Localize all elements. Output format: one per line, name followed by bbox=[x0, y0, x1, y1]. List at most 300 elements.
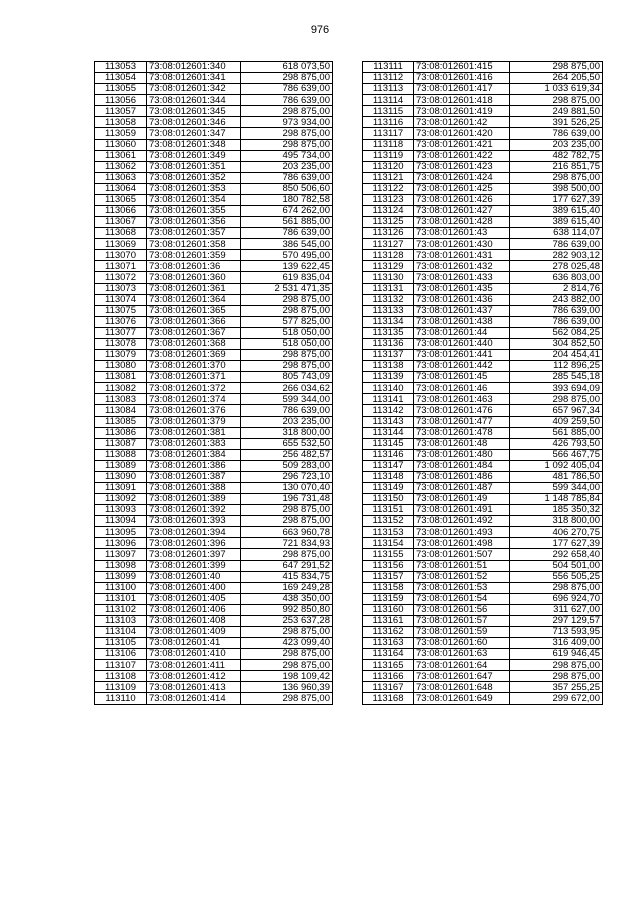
cadastral-number: 73:08:012601:364 bbox=[147, 294, 241, 305]
table-row bbox=[363, 361, 603, 372]
cadastral-value: 316 409,00 bbox=[510, 638, 603, 649]
cadastral-value: 786 639,00 bbox=[510, 316, 603, 327]
cadastral-number: 73:08:012601:421 bbox=[414, 139, 510, 150]
cadastral-value: 249 881,50 bbox=[510, 106, 603, 117]
row-number: 113057 bbox=[95, 106, 147, 117]
row-number: 113165 bbox=[363, 660, 414, 671]
row-number: 113106 bbox=[95, 649, 147, 660]
cadastral-value: 398 500,00 bbox=[510, 183, 603, 194]
table-row bbox=[95, 505, 333, 516]
table-row bbox=[95, 350, 333, 361]
row-number: 113163 bbox=[363, 638, 414, 649]
cadastral-number: 73:08:012601:430 bbox=[414, 239, 510, 250]
table-row bbox=[363, 95, 603, 106]
cadastral-number: 73:08:012601:410 bbox=[147, 649, 241, 660]
cadastral-number: 73:08:012601:357 bbox=[147, 228, 241, 239]
cadastral-value: 786 639,00 bbox=[510, 305, 603, 316]
table-row bbox=[363, 250, 603, 261]
row-number: 113135 bbox=[363, 327, 414, 338]
row-number: 113062 bbox=[95, 161, 147, 172]
row-number: 113079 bbox=[95, 350, 147, 361]
row-number: 113090 bbox=[95, 471, 147, 482]
row-number: 113145 bbox=[363, 438, 414, 449]
row-number: 113096 bbox=[95, 538, 147, 549]
row-number: 113143 bbox=[363, 416, 414, 427]
cadastral-number: 73:08:012601:492 bbox=[414, 516, 510, 527]
table-row bbox=[95, 649, 333, 660]
cadastral-value: 298 875,00 bbox=[510, 172, 603, 183]
table-row bbox=[363, 239, 603, 250]
table-row bbox=[363, 84, 603, 95]
cadastral-value: 786 639,00 bbox=[241, 228, 333, 239]
row-number: 113094 bbox=[95, 516, 147, 527]
row-number: 113136 bbox=[363, 338, 414, 349]
cadastral-number: 73:08:012601:351 bbox=[147, 161, 241, 172]
cadastral-number: 73:08:012601:427 bbox=[414, 206, 510, 217]
cadastral-value: 561 885,00 bbox=[510, 427, 603, 438]
row-number: 113161 bbox=[363, 615, 414, 626]
table-row bbox=[95, 471, 333, 482]
cadastral-number: 73:08:012601:46 bbox=[414, 383, 510, 394]
cadastral-value: 556 505,25 bbox=[510, 571, 603, 582]
table-row bbox=[363, 571, 603, 582]
row-number: 113117 bbox=[363, 128, 414, 139]
row-number: 113134 bbox=[363, 316, 414, 327]
row-number: 113089 bbox=[95, 460, 147, 471]
cadastral-value: 298 875,00 bbox=[241, 128, 333, 139]
table-row bbox=[363, 494, 603, 505]
row-number: 113086 bbox=[95, 427, 147, 438]
table-row bbox=[363, 626, 603, 637]
cadastral-value: 304 852,50 bbox=[510, 338, 603, 349]
cadastral-number: 73:08:012601:431 bbox=[414, 250, 510, 261]
cadastral-value: 203 235,00 bbox=[241, 416, 333, 427]
row-number: 113160 bbox=[363, 604, 414, 615]
row-number: 113073 bbox=[95, 283, 147, 294]
row-number: 113069 bbox=[95, 239, 147, 250]
cadastral-value: 2 814,76 bbox=[510, 283, 603, 294]
row-number: 113097 bbox=[95, 549, 147, 560]
cadastral-number: 73:08:012601:498 bbox=[414, 538, 510, 549]
cadastral-value: 786 639,00 bbox=[241, 172, 333, 183]
cadastral-number: 73:08:012601:441 bbox=[414, 350, 510, 361]
cadastral-value: 786 639,00 bbox=[510, 128, 603, 139]
cadastral-number: 73:08:012601:49 bbox=[414, 494, 510, 505]
cadastral-value: 713 593,95 bbox=[510, 626, 603, 637]
cadastral-number: 73:08:012601:52 bbox=[414, 571, 510, 582]
table-row bbox=[95, 106, 333, 117]
cadastral-number: 73:08:012601:424 bbox=[414, 172, 510, 183]
table-row bbox=[363, 106, 603, 117]
right-register-body bbox=[363, 62, 603, 705]
right-register-table bbox=[362, 61, 603, 705]
cadastral-number: 73:08:012601:438 bbox=[414, 316, 510, 327]
table-row bbox=[95, 604, 333, 615]
cadastral-value: 638 114,07 bbox=[510, 228, 603, 239]
table-row bbox=[363, 383, 603, 394]
cadastral-number: 73:08:012601:354 bbox=[147, 194, 241, 205]
table-row bbox=[363, 283, 603, 294]
row-number: 113054 bbox=[95, 73, 147, 84]
cadastral-number: 73:08:012601:397 bbox=[147, 549, 241, 560]
cadastral-value: 577 825,00 bbox=[241, 316, 333, 327]
row-number: 113152 bbox=[363, 516, 414, 527]
table-row bbox=[95, 693, 333, 704]
table-row bbox=[363, 73, 603, 84]
table-row bbox=[95, 560, 333, 571]
cadastral-number: 73:08:012601:349 bbox=[147, 150, 241, 161]
table-row bbox=[95, 316, 333, 327]
row-number: 113075 bbox=[95, 305, 147, 316]
row-number: 113151 bbox=[363, 505, 414, 516]
cadastral-value: 298 875,00 bbox=[241, 693, 333, 704]
table-row bbox=[95, 416, 333, 427]
table-row bbox=[95, 327, 333, 338]
cadastral-value: 298 875,00 bbox=[241, 73, 333, 84]
cadastral-value: 570 495,00 bbox=[241, 250, 333, 261]
row-number: 113126 bbox=[363, 228, 414, 239]
table-row bbox=[363, 161, 603, 172]
row-number: 113060 bbox=[95, 139, 147, 150]
table-row bbox=[95, 571, 333, 582]
cadastral-value: 805 743,09 bbox=[241, 372, 333, 383]
cadastral-value: 318 800,00 bbox=[510, 516, 603, 527]
table-row bbox=[363, 538, 603, 549]
table-row bbox=[95, 139, 333, 150]
row-number: 113166 bbox=[363, 671, 414, 682]
cadastral-number: 73:08:012601:387 bbox=[147, 471, 241, 482]
cadastral-number: 73:08:012601:56 bbox=[414, 604, 510, 615]
row-number: 113125 bbox=[363, 217, 414, 228]
table-row bbox=[363, 350, 603, 361]
table-row bbox=[363, 682, 603, 693]
table-row bbox=[95, 582, 333, 593]
cadastral-value: 311 627,00 bbox=[510, 604, 603, 615]
cadastral-number: 73:08:012601:356 bbox=[147, 217, 241, 228]
cadastral-number: 73:08:012601:367 bbox=[147, 327, 241, 338]
table-row bbox=[363, 693, 603, 704]
cadastral-number: 73:08:012601:409 bbox=[147, 626, 241, 637]
table-row bbox=[363, 316, 603, 327]
table-row bbox=[363, 128, 603, 139]
row-number: 113063 bbox=[95, 172, 147, 183]
cadastral-value: 509 283,00 bbox=[241, 460, 333, 471]
cadastral-value: 298 875,00 bbox=[241, 505, 333, 516]
cadastral-number: 73:08:012601:371 bbox=[147, 372, 241, 383]
cadastral-value: 438 350,00 bbox=[241, 593, 333, 604]
cadastral-number: 73:08:012601:435 bbox=[414, 283, 510, 294]
table-row bbox=[363, 261, 603, 272]
cadastral-value: 786 639,00 bbox=[241, 405, 333, 416]
cadastral-value: 298 875,00 bbox=[241, 626, 333, 637]
row-number: 113103 bbox=[95, 615, 147, 626]
cadastral-number: 73:08:012601:417 bbox=[414, 84, 510, 95]
row-number: 113100 bbox=[95, 582, 147, 593]
table-row bbox=[95, 394, 333, 405]
table-row bbox=[363, 150, 603, 161]
cadastral-number: 73:08:012601:437 bbox=[414, 305, 510, 316]
table-row bbox=[363, 206, 603, 217]
cadastral-number: 73:08:012601:361 bbox=[147, 283, 241, 294]
row-number: 113164 bbox=[363, 649, 414, 660]
cadastral-value: 655 532,50 bbox=[241, 438, 333, 449]
row-number: 113159 bbox=[363, 593, 414, 604]
cadastral-value: 973 934,00 bbox=[241, 117, 333, 128]
cadastral-number: 73:08:012601:507 bbox=[414, 549, 510, 560]
cadastral-number: 73:08:012601:647 bbox=[414, 671, 510, 682]
row-number: 113144 bbox=[363, 427, 414, 438]
cadastral-value: 203 235,00 bbox=[241, 161, 333, 172]
cadastral-number: 73:08:012601:415 bbox=[414, 62, 510, 73]
cadastral-value: 1 148 785,84 bbox=[510, 494, 603, 505]
row-number: 113077 bbox=[95, 327, 147, 338]
table-row bbox=[363, 394, 603, 405]
row-number: 113113 bbox=[363, 84, 414, 95]
table-row bbox=[95, 272, 333, 283]
cadastral-value: 216 851,75 bbox=[510, 161, 603, 172]
table-row bbox=[95, 516, 333, 527]
cadastral-number: 73:08:012601:353 bbox=[147, 183, 241, 194]
cadastral-value: 169 249,28 bbox=[241, 582, 333, 593]
cadastral-number: 73:08:012601:45 bbox=[414, 372, 510, 383]
cadastral-number: 73:08:012601:419 bbox=[414, 106, 510, 117]
table-row bbox=[363, 671, 603, 682]
cadastral-number: 73:08:012601:374 bbox=[147, 394, 241, 405]
cadastral-value: 481 786,50 bbox=[510, 471, 603, 482]
cadastral-number: 73:08:012601:420 bbox=[414, 128, 510, 139]
cadastral-number: 73:08:012601:60 bbox=[414, 638, 510, 649]
table-row bbox=[363, 327, 603, 338]
cadastral-value: 391 526,25 bbox=[510, 117, 603, 128]
cadastral-number: 73:08:012601:42 bbox=[414, 117, 510, 128]
cadastral-number: 73:08:012601:48 bbox=[414, 438, 510, 449]
cadastral-number: 73:08:012601:340 bbox=[147, 62, 241, 73]
cadastral-value: 786 639,00 bbox=[241, 95, 333, 106]
cadastral-number: 73:08:012601:372 bbox=[147, 383, 241, 394]
row-number: 113061 bbox=[95, 150, 147, 161]
row-number: 113088 bbox=[95, 449, 147, 460]
row-number: 113107 bbox=[95, 660, 147, 671]
table-row bbox=[95, 117, 333, 128]
row-number: 113082 bbox=[95, 383, 147, 394]
cadastral-number: 73:08:012601:414 bbox=[147, 693, 241, 704]
cadastral-number: 73:08:012601:394 bbox=[147, 527, 241, 538]
cadastral-value: 136 960,39 bbox=[241, 682, 333, 693]
row-number: 113158 bbox=[363, 582, 414, 593]
cadastral-value: 297 129,57 bbox=[510, 615, 603, 626]
row-number: 113109 bbox=[95, 682, 147, 693]
cadastral-number: 73:08:012601:59 bbox=[414, 626, 510, 637]
row-number: 113085 bbox=[95, 416, 147, 427]
cadastral-value: 721 834,93 bbox=[241, 538, 333, 549]
cadastral-number: 73:08:012601:43 bbox=[414, 228, 510, 239]
table-row bbox=[95, 593, 333, 604]
cadastral-number: 73:08:012601:406 bbox=[147, 604, 241, 615]
cadastral-number: 73:08:012601:408 bbox=[147, 615, 241, 626]
table-row bbox=[363, 471, 603, 482]
row-number: 113140 bbox=[363, 383, 414, 394]
cadastral-value: 2 531 471,35 bbox=[241, 283, 333, 294]
cadastral-number: 73:08:012601:412 bbox=[147, 671, 241, 682]
row-number: 113066 bbox=[95, 206, 147, 217]
row-number: 113146 bbox=[363, 449, 414, 460]
cadastral-number: 73:08:012601:44 bbox=[414, 327, 510, 338]
cadastral-number: 73:08:012601:648 bbox=[414, 682, 510, 693]
row-number: 113102 bbox=[95, 604, 147, 615]
row-number: 113147 bbox=[363, 460, 414, 471]
row-number: 113104 bbox=[95, 626, 147, 637]
row-number: 113053 bbox=[95, 62, 147, 73]
table-row bbox=[363, 449, 603, 460]
cadastral-number: 73:08:012601:368 bbox=[147, 338, 241, 349]
cadastral-number: 73:08:012601:365 bbox=[147, 305, 241, 316]
row-number: 113168 bbox=[363, 693, 414, 704]
table-row bbox=[95, 372, 333, 383]
cadastral-number: 73:08:012601:478 bbox=[414, 427, 510, 438]
row-number: 113149 bbox=[363, 482, 414, 493]
row-number: 113123 bbox=[363, 194, 414, 205]
cadastral-value: 139 622,45 bbox=[241, 261, 333, 272]
cadastral-value: 177 627,39 bbox=[510, 194, 603, 205]
cadastral-value: 256 482,57 bbox=[241, 449, 333, 460]
cadastral-value: 112 896,25 bbox=[510, 361, 603, 372]
table-row bbox=[363, 638, 603, 649]
cadastral-value: 298 875,00 bbox=[241, 139, 333, 150]
table-row bbox=[363, 582, 603, 593]
row-number: 113116 bbox=[363, 117, 414, 128]
cadastral-value: 599 344,00 bbox=[510, 482, 603, 493]
cadastral-value: 298 875,00 bbox=[510, 660, 603, 671]
table-row bbox=[363, 338, 603, 349]
table-row bbox=[95, 626, 333, 637]
table-row bbox=[363, 427, 603, 438]
table-row bbox=[95, 161, 333, 172]
row-number: 113141 bbox=[363, 394, 414, 405]
cadastral-value: 389 615,40 bbox=[510, 217, 603, 228]
row-number: 113074 bbox=[95, 294, 147, 305]
cadastral-number: 73:08:012601:396 bbox=[147, 538, 241, 549]
cadastral-number: 73:08:012601:348 bbox=[147, 139, 241, 150]
row-number: 113065 bbox=[95, 194, 147, 205]
row-number: 113078 bbox=[95, 338, 147, 349]
cadastral-number: 73:08:012601:369 bbox=[147, 350, 241, 361]
cadastral-number: 73:08:012601:346 bbox=[147, 117, 241, 128]
row-number: 113080 bbox=[95, 361, 147, 372]
row-number: 113091 bbox=[95, 482, 147, 493]
cadastral-number: 73:08:012601:393 bbox=[147, 516, 241, 527]
table-row bbox=[95, 239, 333, 250]
table-row bbox=[363, 660, 603, 671]
table-row bbox=[363, 117, 603, 128]
row-number: 113133 bbox=[363, 305, 414, 316]
cadastral-number: 73:08:012601:422 bbox=[414, 150, 510, 161]
cadastral-number: 73:08:012601:491 bbox=[414, 505, 510, 516]
row-number: 113092 bbox=[95, 494, 147, 505]
cadastral-number: 73:08:012601:480 bbox=[414, 449, 510, 460]
cadastral-number: 73:08:012601:51 bbox=[414, 560, 510, 571]
cadastral-value: 357 255,25 bbox=[510, 682, 603, 693]
cadastral-number: 73:08:012601:484 bbox=[414, 460, 510, 471]
cadastral-number: 73:08:012601:383 bbox=[147, 438, 241, 449]
cadastral-value: 296 723,10 bbox=[241, 471, 333, 482]
cadastral-number: 73:08:012601:426 bbox=[414, 194, 510, 205]
cadastral-number: 73:08:012601:36 bbox=[147, 261, 241, 272]
cadastral-value: 298 875,00 bbox=[241, 106, 333, 117]
table-row bbox=[95, 250, 333, 261]
table-row bbox=[95, 361, 333, 372]
row-number: 113064 bbox=[95, 183, 147, 194]
cadastral-value: 264 205,50 bbox=[510, 73, 603, 84]
row-number: 113137 bbox=[363, 350, 414, 361]
table-row bbox=[363, 649, 603, 660]
cadastral-value: 562 084,25 bbox=[510, 327, 603, 338]
cadastral-number: 73:08:012601:57 bbox=[414, 615, 510, 626]
left-register-table bbox=[94, 61, 333, 705]
cadastral-number: 73:08:012601:381 bbox=[147, 427, 241, 438]
table-row bbox=[363, 527, 603, 538]
table-row bbox=[363, 615, 603, 626]
row-number: 113101 bbox=[95, 593, 147, 604]
cadastral-value: 482 782,75 bbox=[510, 150, 603, 161]
row-number: 113156 bbox=[363, 560, 414, 571]
row-number: 113155 bbox=[363, 549, 414, 560]
table-row bbox=[95, 261, 333, 272]
cadastral-value: 389 615,40 bbox=[510, 206, 603, 217]
table-row bbox=[95, 449, 333, 460]
table-row bbox=[95, 228, 333, 239]
table-row bbox=[95, 438, 333, 449]
cadastral-value: 599 344,00 bbox=[241, 394, 333, 405]
cadastral-value: 423 099,40 bbox=[241, 638, 333, 649]
cadastral-number: 73:08:012601:53 bbox=[414, 582, 510, 593]
table-row bbox=[95, 682, 333, 693]
table-row bbox=[95, 84, 333, 95]
table-row bbox=[363, 416, 603, 427]
cadastral-value: 278 025,48 bbox=[510, 261, 603, 272]
table-row bbox=[95, 482, 333, 493]
table-row bbox=[95, 62, 333, 73]
table-row bbox=[95, 150, 333, 161]
table-row bbox=[363, 294, 603, 305]
cadastral-value: 298 875,00 bbox=[241, 649, 333, 660]
table-row bbox=[363, 604, 603, 615]
row-number: 113118 bbox=[363, 139, 414, 150]
cadastral-number: 73:08:012601:416 bbox=[414, 73, 510, 84]
row-number: 113058 bbox=[95, 117, 147, 128]
cadastral-value: 177 627,39 bbox=[510, 538, 603, 549]
row-number: 113059 bbox=[95, 128, 147, 139]
row-number: 113099 bbox=[95, 571, 147, 582]
cadastral-value: 786 639,00 bbox=[241, 84, 333, 95]
cadastral-value: 1 033 619,34 bbox=[510, 84, 603, 95]
table-row bbox=[95, 73, 333, 84]
cadastral-number: 73:08:012601:487 bbox=[414, 482, 510, 493]
cadastral-number: 73:08:012601:355 bbox=[147, 206, 241, 217]
cadastral-number: 73:08:012601:433 bbox=[414, 272, 510, 283]
row-number: 113130 bbox=[363, 272, 414, 283]
cadastral-value: 663 960,78 bbox=[241, 527, 333, 538]
cadastral-value: 298 875,00 bbox=[510, 671, 603, 682]
cadastral-number: 73:08:012601:347 bbox=[147, 128, 241, 139]
cadastral-number: 73:08:012601:411 bbox=[147, 660, 241, 671]
cadastral-value: 243 882,00 bbox=[510, 294, 603, 305]
row-number: 113153 bbox=[363, 527, 414, 538]
cadastral-number: 73:08:012601:477 bbox=[414, 416, 510, 427]
cadastral-number: 73:08:012601:463 bbox=[414, 394, 510, 405]
cadastral-number: 73:08:012601:358 bbox=[147, 239, 241, 250]
row-number: 113056 bbox=[95, 95, 147, 106]
cadastral-number: 73:08:012601:341 bbox=[147, 73, 241, 84]
